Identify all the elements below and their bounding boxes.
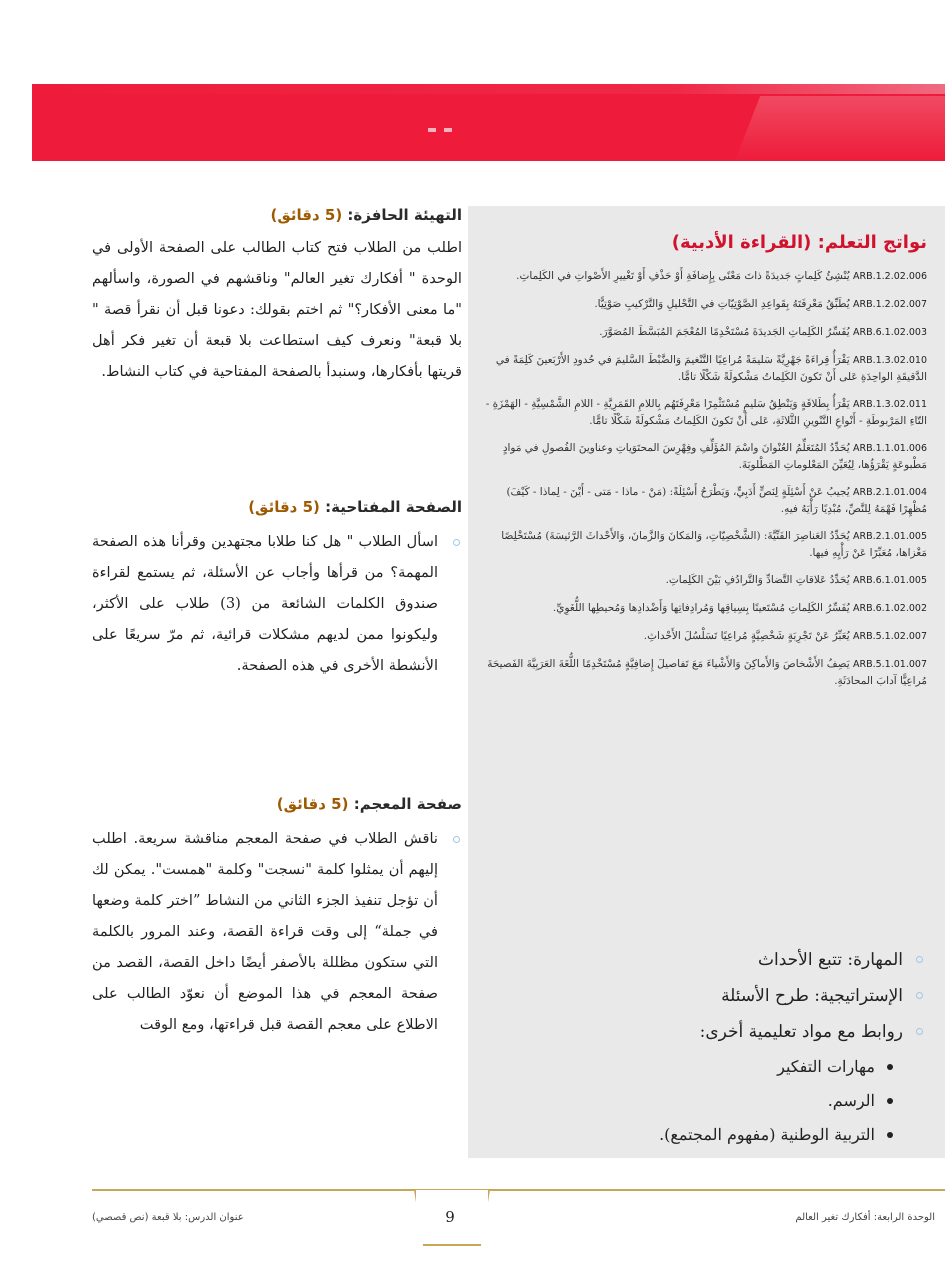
- dictionary-heading: [92, 795, 462, 813]
- outcome-item: [482, 628, 927, 645]
- keypage-minutes: (5 دقائق): [248, 498, 320, 516]
- warmup-minutes: (5 دقائق): [270, 206, 343, 224]
- banner-mark: [428, 128, 436, 132]
- links-title: روابط مع مواد تعليمية أخرى:: [699, 1022, 903, 1042]
- dictionary-body: ناقش الطلاب في صفحة المعجم مناقشة سريعة. اطلب إليهم أن يمثلوا كلمة "نسجت" وكلمة "همست". يمكن لك أن تؤجل تنفيذ الجزء الثاني من النشاط ”اختر كلمة وضعها في جملة“ إلى وقت قراءة القصة، وعند المرور بالكلمة التي ستكون مظللة بالأصفر أيضًا داخل القصة، القصد من صفحة المعجم في هذا الموضع أن نعوّد الطالب على الاطلاع على معجم القصة قبل قراءتها، ومع الوقت: [92, 830, 438, 1033]
- keypage-section: [92, 498, 462, 681]
- keypage-paragraph: [92, 526, 462, 681]
- circle-bullet-icon: [916, 956, 923, 963]
- link-item: [503, 1118, 923, 1152]
- circle-bullet-icon: [453, 539, 460, 546]
- links-item: [503, 1014, 923, 1050]
- link-item: [503, 1084, 923, 1118]
- outcome-item: [482, 324, 927, 341]
- outcomes-list: [482, 268, 927, 700]
- outcome-text: يُجيبُ عَنْ أَسْئِلَةٍ لِنَصٍّ أَدَبِيٍّ، وَيَطْرَحُ أَسْئِلَةً: (مَنْ - ماذا - مَتى - أَيْنَ - لِماذا - كَيْفَ) مُظْهِرًا فَهْمَهُ لِلنَّصِّ، مُبْدِيًا رَأْيَهُ فيهِ.: [506, 486, 927, 515]
- outcome-text: يُحَدِّدُ المُتَعَلِّمُ العُنْوانَ واسْمَ المُؤَلِّفِ وفِهْرِسَ المحتَوَياتِ وعناوينَ الفُصولِ في مَوادٍ مَطْبوعَةٍ يَقْرَؤُها، لِيُعَيِّنَ المَعْلوماتِ المَطْلوبَةَ.: [502, 442, 927, 471]
- footer-unit: الوحدة الرابعة: أفكارك تغير العالم: [795, 1212, 935, 1223]
- skill-text: المهارة: تتبع الأحداث: [757, 950, 903, 970]
- learning-outcomes-panel: [468, 206, 945, 1158]
- panel-title: نواتج التعلم: (القراءة الأدبية): [671, 232, 927, 253]
- outcome-text: يُعَبِّرُ عَنْ تَجْرِبَةٍ شَخْصِيَّةٍ مُراعِيًا تَسَلْسُلَ الأَحْداثِ.: [643, 630, 850, 642]
- outcome-item: [482, 656, 927, 689]
- outcome-code: ARB.2.1.01.005: [852, 531, 927, 542]
- link-text: الرسم.: [827, 1091, 875, 1110]
- outcome-text: يَصِفُ الأَشْخاصَ وَالأَماكِنَ وَالأَشْياءَ مَعَ تَفاصيلَ إِضافِيَّةٍ مُسْتَخْدِمًا اللُّغَةَ العَرَبِيَّةَ الفَصيحَةَ مُراعِيًّا آدابَ المحادَثَةِ.: [487, 658, 927, 687]
- outcome-code: ARB.1.2.02.007: [852, 299, 927, 310]
- strategy-item: [503, 978, 923, 1014]
- outcome-text: يَقْرَأُ بِطَلاقَةٍ وَيَنْطِقُ سَليمٍ مُسْتَثْمِرًا مَعْرِفَتَهُم بِاللامِ القَمَرِيَّةِ - اللامِ الشَّمْسِيَّةِ - الهَمْزَةِ - التّاءِ المَرْبوطَةِ - أَنْواعِ التَّنْوينِ الثَّلاثَةِ، عَلى أَنْ تَكونَ الكَلِماتُ مَشْكولَةً شَكْلًا تامًّا.: [485, 398, 927, 427]
- warmup-section: [92, 206, 462, 387]
- footer-lesson: عنوان الدرس: بلا قبعة (نص قصصي): [92, 1212, 244, 1223]
- dictionary-minutes: (5 دقائق): [276, 795, 349, 813]
- outcome-code: ARB.1.3.02.010: [852, 355, 927, 366]
- outcome-text: يَقْرَأُ قِراءَةً جَهْرِيَّةً سَليمَةً مُراعِيًا التَّنْغيمَ وَالضَّبْطَ السَّليمَ في حُدودِ الأَرْبَعينَ كَلِمَةً في الدَّقيقَةِ الواحِدَةِ عَلى أَنْ تَكونَ الكَلِماتُ مَشْكولَةً شَكْلًا تامًّا.: [495, 354, 927, 383]
- outcome-code: ARB.1.2.02.006: [852, 271, 927, 282]
- outcome-item: [482, 572, 927, 589]
- header-banner: [32, 84, 945, 161]
- dot-bullet-icon: [887, 1064, 893, 1070]
- circle-bullet-icon: [453, 836, 460, 843]
- outcome-text: يُحَدِّدُ العَناصِرَ الفَنِّيَّةَ: (الشَّخْصِيّاتِ، وَالمَكانَ وَالزَّمانَ، وَالأَحْداثَ الرَّئيسَةَ) مُسْتَخْلِصًا مَغْزاها، مُعَبِّرًا عَنْ رَأْيِهِ فيها.: [501, 530, 927, 559]
- banner-mark: [444, 128, 452, 132]
- dot-bullet-icon: [887, 1098, 893, 1104]
- outcome-code: ARB.1.3.02.011: [852, 399, 927, 410]
- circle-bullet-icon: [916, 992, 923, 999]
- outcome-item: [482, 600, 927, 617]
- outcome-text: يُطَبِّقُ مَعْرِفَتَهُ بِقَواعِدِ الصَّوْتِيّاتِ في التَّحْليلِ وَالتَّرْكيبِ صَوْتِيًّا.: [594, 298, 850, 310]
- outcome-text: يُفَسِّرُ الكَلِماتِ الجَديدَةَ مُسْتَخْدِمًا المُعْجَمَ المُبَسَّطَ المُصَوَّرَ.: [599, 326, 850, 338]
- outcome-item: [482, 352, 927, 385]
- outcome-code: ARB.6.1.02.002: [852, 603, 927, 614]
- dot-bullet-icon: [887, 1132, 893, 1138]
- strategy-text: الإستراتيجية: طرح الأسئلة: [721, 986, 903, 1006]
- page-number: 9: [445, 1208, 455, 1226]
- keypage-body: اسأل الطلاب " هل كنا طلابا مجتهدين وقرأنا هذه الصفحة المهمة؟ من قرأها وأجاب عن الأسئلة، ثم يستمع لقراءة صندوق الكلمات الشائعة من (3) طلاب على الأكثر، وليكونوا ممن لديهم مشكلات قرائية، ثم مرّ سريعًا على الأنشطة الأخرى في هذه الصفحة.: [92, 533, 438, 674]
- link-item: [503, 1050, 923, 1084]
- outcome-text: يُنْشِئُ كَلِماتٍ جَديدَةً ذاتَ مَعْنًى بِإِضافَةِ أَوْ حَذْفِ أَوْ تَغْييرِ الأَصْواتِ في الكَلِماتِ.: [516, 270, 850, 282]
- link-text: مهارات التفكير: [777, 1057, 875, 1076]
- skill-item: [503, 942, 923, 978]
- outcome-code: ARB.6.1.01.005: [852, 575, 927, 586]
- footer-rule: [92, 1189, 945, 1191]
- circle-bullet-icon: [916, 1028, 923, 1035]
- outcome-code: ARB.1.1.01.006: [852, 443, 927, 454]
- keypage-title: الصفحة المفتاحية:: [325, 498, 462, 516]
- dictionary-title: صفحة المعجم:: [353, 795, 462, 813]
- link-text: التربية الوطنية (مفهوم المجتمع).: [659, 1125, 875, 1144]
- outcome-item: [482, 268, 927, 285]
- outcome-code: ARB.6.1.02.003: [852, 327, 927, 338]
- outcome-code: ARB.5.1.01.007: [852, 659, 927, 670]
- skills-list: [503, 942, 923, 1152]
- dictionary-paragraph: [92, 823, 462, 1040]
- outcome-item: [482, 484, 927, 517]
- keypage-heading: [92, 498, 462, 516]
- outcome-code: ARB.5.1.02.007: [852, 631, 927, 642]
- warmup-title: التهيئة الحافزة:: [347, 206, 462, 224]
- outcome-item: [482, 396, 927, 429]
- outcome-item: [482, 296, 927, 313]
- outcome-text: يُحَدِّدُ عَلاقاتِ التَّضادِّ وَالتَّرادُفِ بَيْنَ الكَلِماتِ.: [665, 574, 850, 586]
- dictionary-section: [92, 795, 462, 1040]
- warmup-heading: [92, 206, 462, 224]
- outcome-text: يُفَسِّرُ الكَلِماتِ مُسْتَعينًا بِسِياقِها وَمُرادِفاتِها وَأَضْدادِها وَمُحيطِها اللُّغَوِيِّ.: [552, 602, 850, 614]
- warmup-body: اطلب من الطلاب فتح كتاب الطالب على الصفحة الأولى في الوحدة " أفكارك تغير العالم" وناقشهم في الصورة، واسألهم "ما معنى الأفكار؟" ثم اختم بقولك: دعونا قبل أن نقرأ قصة " بلا قبعة" ونعرف كيف استطاعت بلا قبعة أن تغير فكر أهل قريتها بأفكارها، وسنبدأ بالصفحة المفتاحية في كتاب النشاط.: [92, 239, 462, 380]
- outcome-item: [482, 528, 927, 561]
- outcome-item: [482, 440, 927, 473]
- outcome-code: ARB.2.1.01.004: [852, 487, 927, 498]
- banner-accent: [735, 96, 945, 161]
